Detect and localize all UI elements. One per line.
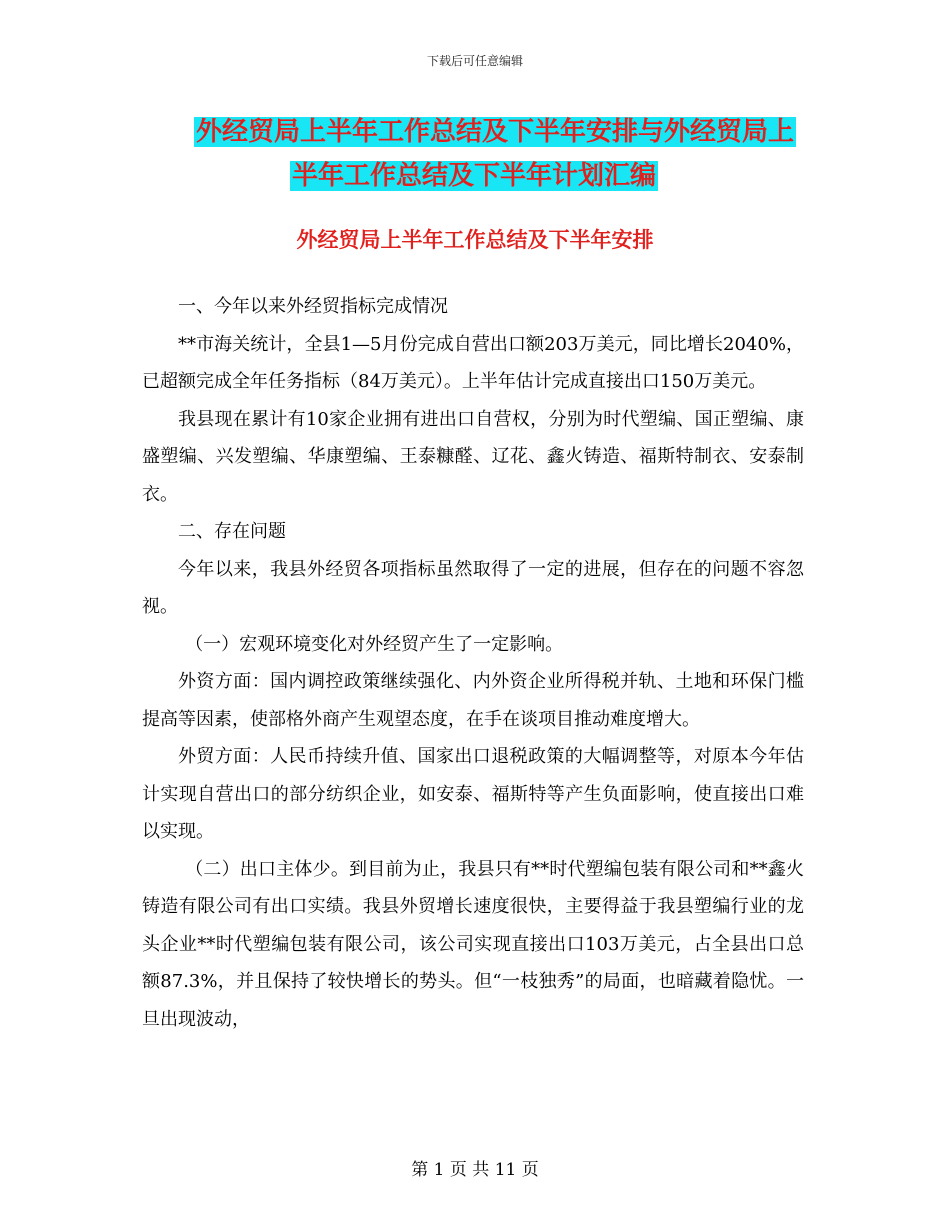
paragraph: 今年以来，我县外经贸各项指标虽然取得了一定的进展，但存在的问题不容忽视。 — [142, 558, 804, 617]
section-title: 外经贸局上半年工作总结及下半年安排 — [296, 228, 654, 252]
paragraph: 外资方面：国内调控政策继续强化、内外资企业所得税并轨、土地和环保门槛提高等因素，使部格外商产生观望态度，在手在谈项目推动难度增大。 — [142, 671, 804, 730]
paragraph: 我县现在累计有10家企业拥有进出口自营权，分别为时代塑编、国正塑编、康盛塑编、兴发塑编、华康塑编、王泰糠醛、辽花、鑫火铸造、福斯特制衣、安泰制衣。 — [142, 408, 804, 505]
paragraph: **市海关统计，全县1—5月份完成自营出口额203万美元，同比增长2040%，已超额完成全年任务指标（84万美元）。上半年估计完成直接出口150万美元。 — [142, 333, 804, 392]
page-header-note: 下载后可任意编辑 — [426, 54, 523, 68]
paragraph: （二）出口主体少。到目前为止，我县只有**时代塑编包装有限公司和**鑫火铸造有限公司有出口实绩。我县外贸增长速度很快，主要得益于我县塑编行业的龙头企业**时代塑编包装有限公司，该公司实现直接出口103万美元，占全县出口总额87.3%，并且保持了较快增长的势头。但“一枝独秀”的局面，也暗藏着隐忧。一旦出现波动， — [142, 858, 804, 1030]
paragraph: 外贸方面：人民币持续升值、国家出口退税政策的大幅调整等，对原本今年估计实现自营出口的部分纺织企业，如安泰、福斯特等产生负面影响，使直接出口难以实现。 — [142, 746, 804, 842]
page-footer: 第 1 页 共 11 页 — [411, 1160, 539, 1180]
document-title — [0, 110, 950, 198]
heading-section-2: 二、存在问题 — [178, 521, 286, 542]
subheading-1: （一）宏观环境变化对外经贸产生了一定影响。 — [185, 633, 564, 655]
title-line-1: 外经贸局上半年工作总结及下半年安排与外经贸局上 — [196, 117, 795, 147]
heading-section-1: 一、今年以来外经贸指标完成情况 — [178, 296, 448, 317]
document-body — [142, 288, 804, 1038]
title-line-2: 半年工作总结及下半年计划汇编 — [292, 161, 657, 191]
